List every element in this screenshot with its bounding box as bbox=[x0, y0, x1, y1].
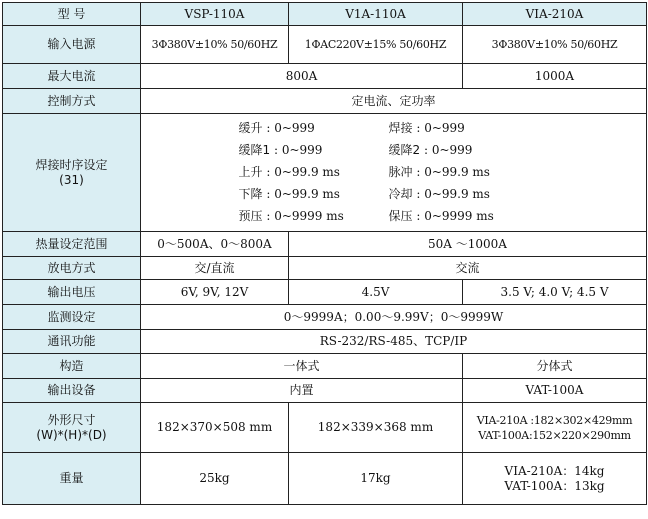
dimensions-via bbox=[463, 403, 647, 453]
weld-item: 下降 : 0~99.9 ms bbox=[238, 187, 340, 201]
weld-item: 保压 : 0~9999 ms bbox=[388, 209, 494, 223]
weld-item: 焊接 : 0~999 bbox=[388, 121, 465, 135]
row-control-mode bbox=[3, 89, 647, 114]
label-dimensions bbox=[3, 403, 141, 453]
dimensions-v1a: 182×339×368 mm bbox=[289, 403, 463, 453]
output-device-builtin: 内置 bbox=[141, 379, 463, 403]
row-weld-timing bbox=[3, 114, 647, 232]
label-control-mode: 控制方式 bbox=[3, 89, 141, 114]
header-row bbox=[3, 3, 647, 26]
label-structure: 构造 bbox=[3, 354, 141, 379]
weld-item: 缓降2 : 0~999 bbox=[388, 143, 473, 157]
row-discharge bbox=[3, 257, 647, 280]
output-voltage-vsp: 6V, 9V, 12V bbox=[141, 280, 289, 305]
row-max-current bbox=[3, 64, 647, 89]
weight-via-vat: VAT-100A：13kg bbox=[504, 478, 605, 493]
output-voltage-via: 3.5 V; 4.0 V; 4.5 V bbox=[463, 280, 647, 305]
weight-v1a: 17kg bbox=[289, 453, 463, 505]
weld-timing-grid bbox=[141, 118, 645, 227]
model-v1a-110a: V1A-110A bbox=[289, 3, 463, 26]
label-input-power: 输入电源 bbox=[3, 26, 141, 64]
weld-item: 上升 : 0~99.9 ms bbox=[238, 165, 340, 179]
discharge-vsp: 交/直流 bbox=[141, 257, 289, 280]
output-voltage-v1a: 4.5V bbox=[289, 280, 463, 305]
row-output-device bbox=[3, 379, 647, 403]
label-monitor: 监测设定 bbox=[3, 305, 141, 330]
discharge-v1a-via: 交流 bbox=[289, 257, 647, 280]
label-heat-range: 热量设定范围 bbox=[3, 232, 141, 257]
row-structure bbox=[3, 354, 647, 379]
heat-range-v1a-via: 50A ～1000A bbox=[289, 232, 647, 257]
model-via-210a: VIA-210A bbox=[463, 3, 647, 26]
label-weld-timing bbox=[3, 114, 141, 232]
label-output-voltage: 输出电压 bbox=[3, 280, 141, 305]
header-label: 型 号 bbox=[3, 3, 141, 26]
label-weight: 重量 bbox=[3, 453, 141, 505]
control-mode-value: 定电流、定功率 bbox=[141, 89, 647, 114]
weight-via bbox=[463, 453, 647, 505]
row-dimensions bbox=[3, 403, 647, 453]
weld-item: 脉冲 : 0~99.9 ms bbox=[388, 165, 490, 179]
weld-item: 预压 : 0~9999 ms bbox=[238, 209, 344, 223]
weld-timing-label-line2: (31) bbox=[59, 172, 84, 187]
weight-via-main: VIA-210A：14kg bbox=[504, 463, 605, 478]
max-current-1000: 1000A bbox=[463, 64, 647, 89]
heat-range-vsp: 0～500A、0～800A bbox=[141, 232, 289, 257]
row-weight bbox=[3, 453, 647, 505]
label-max-current: 最大电流 bbox=[3, 64, 141, 89]
dimensions-label-line2: (W)*(H)*(D) bbox=[36, 427, 107, 442]
output-device-vat: VAT-100A bbox=[463, 379, 647, 403]
weld-timing-values bbox=[141, 114, 647, 232]
weld-item: 缓升 : 0~999 bbox=[238, 121, 315, 135]
weight-vsp: 25kg bbox=[141, 453, 289, 505]
label-output-device: 输出设备 bbox=[3, 379, 141, 403]
weld-timing-label-line1: 焊接时序设定 bbox=[35, 157, 108, 172]
input-power-via: 3Φ380V±10% 50/60HZ bbox=[463, 26, 647, 64]
structure-split: 分体式 bbox=[463, 354, 647, 379]
input-power-v1a: 1ΦAC220V±15% 50/60HZ bbox=[289, 26, 463, 64]
dimensions-vsp: 182×370×508 mm bbox=[141, 403, 289, 453]
structure-integrated: 一体式 bbox=[141, 354, 463, 379]
spec-table bbox=[2, 2, 647, 505]
model-vsp-110a: VSP-110A bbox=[141, 3, 289, 26]
comm-value: RS-232/RS-485、TCP/IP bbox=[141, 330, 647, 354]
row-input-power bbox=[3, 26, 647, 64]
max-current-800: 800A bbox=[141, 64, 463, 89]
label-discharge: 放电方式 bbox=[3, 257, 141, 280]
weld-item: 缓降1 : 0~999 bbox=[238, 143, 323, 157]
dimensions-via-main: VIA-210A :182×302×429mm bbox=[476, 413, 633, 427]
dimensions-label-line1: 外形尺寸 bbox=[47, 412, 96, 427]
row-monitor bbox=[3, 305, 647, 330]
row-comm bbox=[3, 330, 647, 354]
weld-item: 冷却 : 0~99.9 ms bbox=[388, 187, 490, 201]
monitor-value: 0～9999A；0.00～9.99V；0～9999W bbox=[141, 305, 647, 330]
input-power-vsp: 3Φ380V±10% 50/60HZ bbox=[141, 26, 289, 64]
dimensions-via-vat: VAT-100A:152×220×290mm bbox=[478, 428, 631, 442]
row-heat-range bbox=[3, 232, 647, 257]
row-output-voltage bbox=[3, 280, 647, 305]
label-comm: 通讯功能 bbox=[3, 330, 141, 354]
